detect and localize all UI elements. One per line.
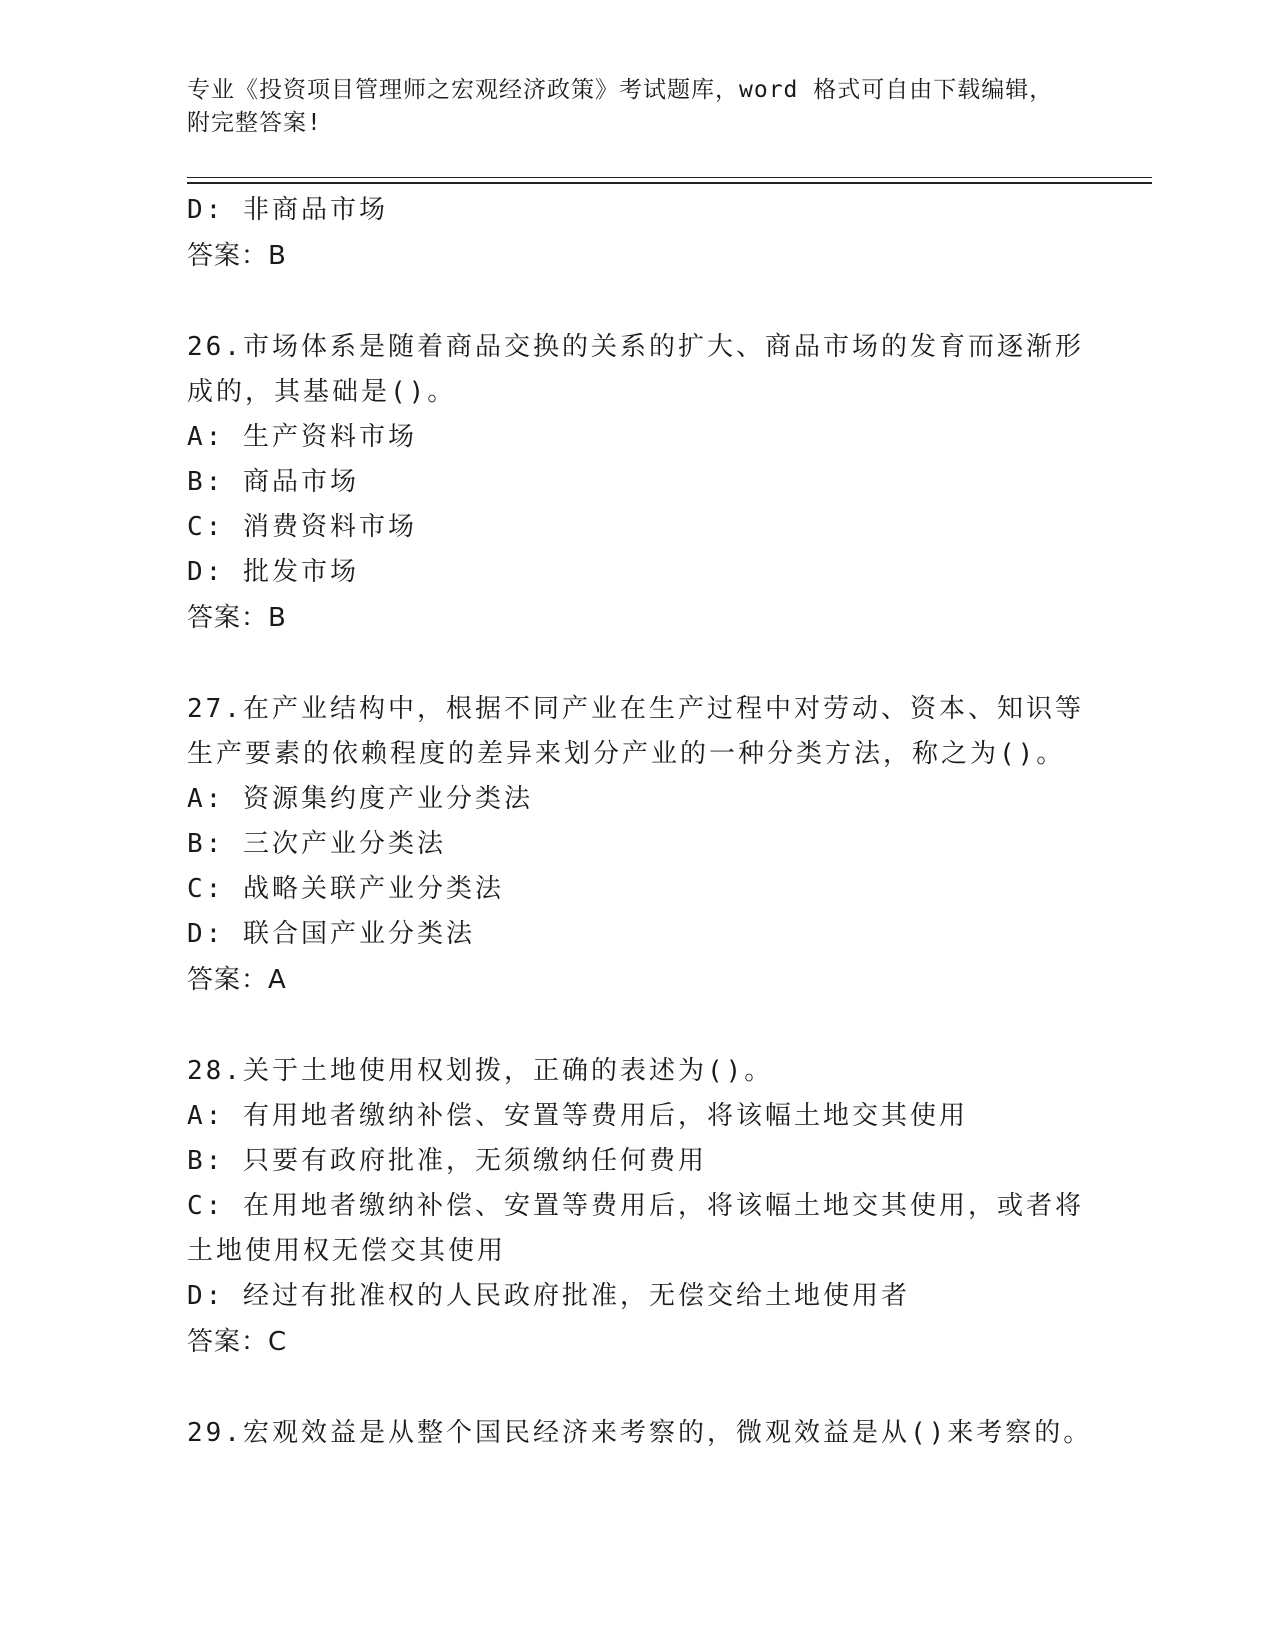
option-a: A: 有用地者缴纳补偿、安置等费用后，将该幅土地交其使用	[187, 1101, 968, 1131]
option-d: D: 联合国产业分类法	[187, 919, 475, 949]
option-d: D: 经过有批准权的人民政府批准，无偿交给土地使用者	[187, 1281, 910, 1311]
option-a: A: 资源集约度产业分类法	[187, 784, 533, 814]
question-27	[187, 687, 1187, 1003]
option-c: C: 战略关联产业分类法	[187, 874, 504, 904]
header-line-2: 附完整答案!	[187, 110, 322, 136]
option-c-continued: 土地使用权无偿交其使用	[187, 1236, 507, 1266]
option-c: C: 消费资料市场	[187, 512, 417, 542]
answer: 答案：B	[187, 603, 287, 633]
option-c: C: 在用地者缴纳补偿、安置等费用后，将该幅土地交其使用，或者将	[187, 1191, 1084, 1221]
question-stem: 26.市场体系是随着商品交换的关系的扩大、商品市场的发育而逐渐形	[187, 332, 1084, 362]
question-stem: 生产要素的依赖程度的差异来划分产业的一种分类方法，称之为()。	[187, 739, 1066, 769]
option-d: D: 非商品市场	[187, 195, 388, 225]
answer: 答案：C	[187, 1327, 288, 1357]
answer: 答案：B	[187, 241, 287, 271]
option-d: D: 批发市场	[187, 557, 359, 587]
document-header	[187, 74, 1087, 140]
question-stem: 27.在产业结构中，根据不同产业在生产过程中对劳动、资本、知识等	[187, 694, 1084, 724]
header-divider-thin	[187, 177, 1152, 178]
question-stem: 29.宏观效益是从整个国民经济来考察的，微观效益是从()来考察的。	[187, 1418, 1093, 1448]
question-26	[187, 325, 1187, 641]
option-b: B: 商品市场	[187, 467, 359, 497]
header-divider-thick	[187, 182, 1152, 184]
question-list	[187, 188, 1187, 1456]
question-stem: 成的，其基础是()。	[187, 377, 457, 407]
question-28	[187, 1049, 1187, 1365]
question-stem: 28.关于土地使用权划拨，正确的表述为()。	[187, 1056, 774, 1086]
question-25-tail	[187, 188, 1187, 279]
option-b: B: 三次产业分类法	[187, 829, 446, 859]
question-29	[187, 1411, 1187, 1456]
option-a: A: 生产资料市场	[187, 422, 417, 452]
option-b: B: 只要有政府批准，无须缴纳任何费用	[187, 1146, 707, 1176]
answer: 答案：A	[187, 965, 287, 995]
header-line-1: 专业《投资项目管理师之宏观经济政策》考试题库，word 格式可自由下载编辑，	[187, 77, 1054, 103]
